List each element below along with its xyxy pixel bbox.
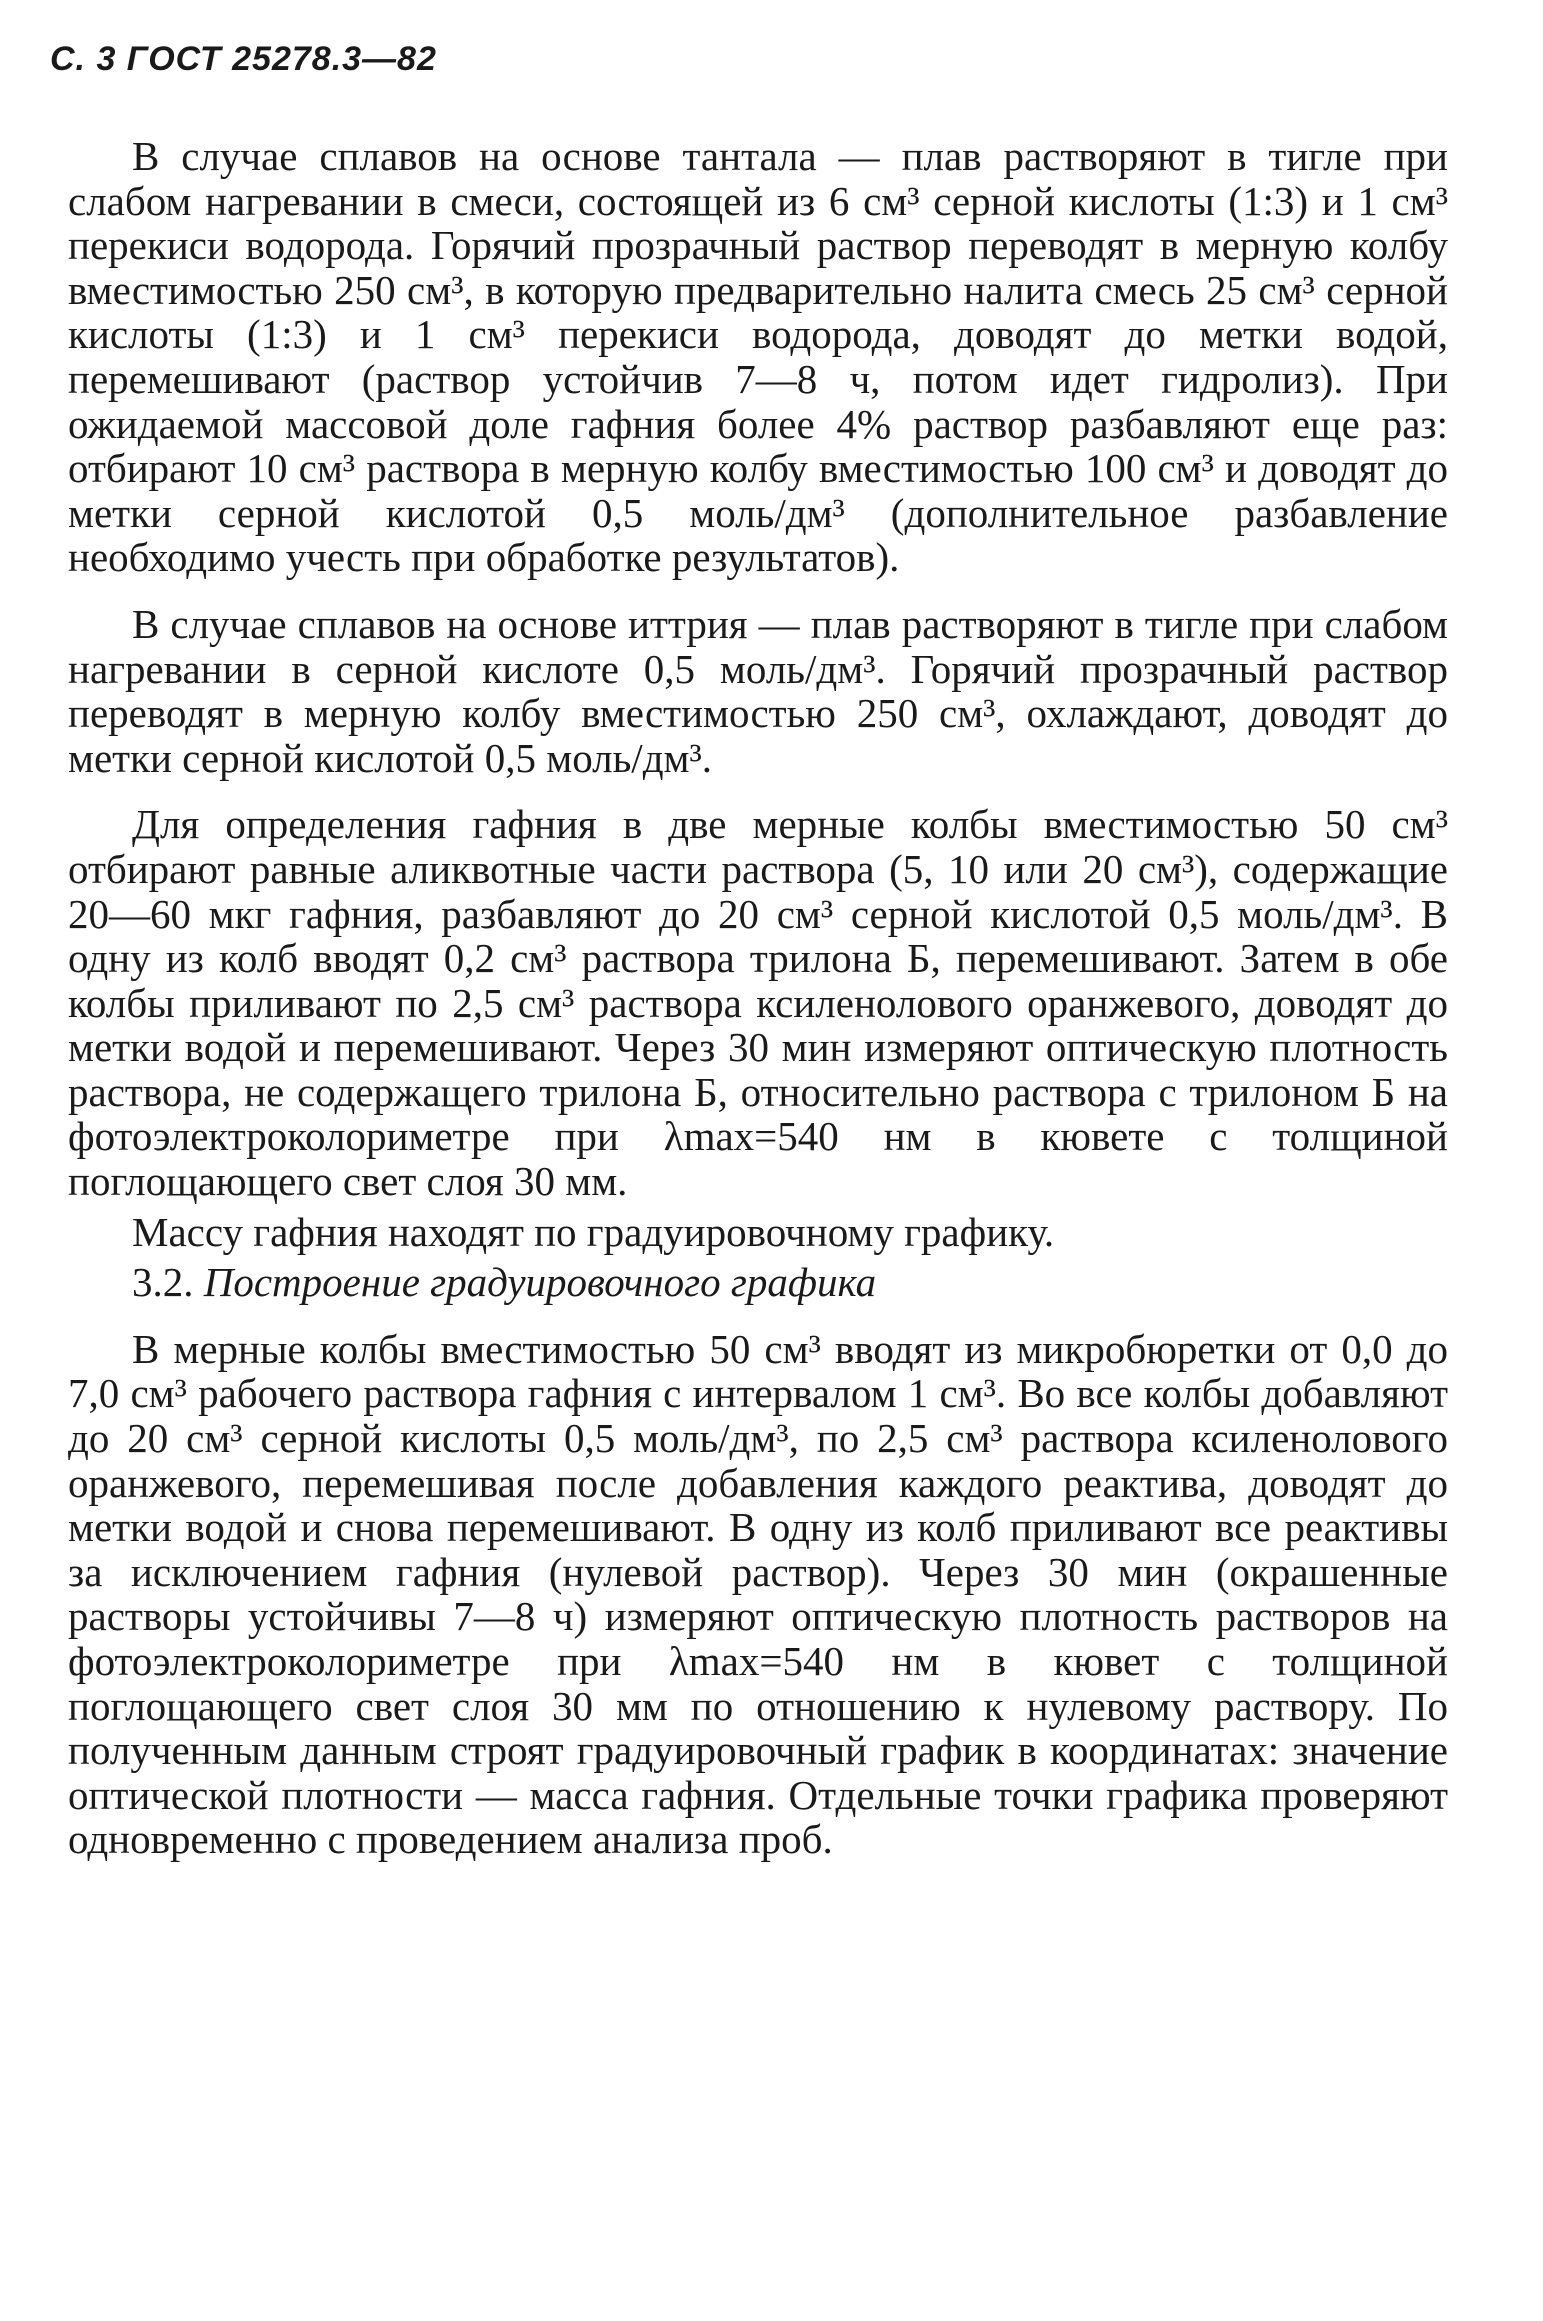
page-header: С. 3 ГОСТ 25278.3—82 [50,40,437,78]
paragraph-determination: Для определения гафния в две мерные колбы вместимостью 50 см³ отбирают равные аликвотные части раствора (5, 10 или 20 см³), содержащие 20—60 мкг гафния, разбавляют до 20 см³ серной кислотой 0,5 моль/дм³. В одну из колб вводят 0,2 см³ раствора трилона Б, перемешивают. Затем в обе колбы приливают по 2,5 см³ раствора ксиленолового оранжевого, доводят до метки водой и перемешивают. Через 30 мин измеряют оптическую плотность раствора, не содержащего трилона Б, относительно раствора с трилоном Б на фотоэлектроколориметре при λmax=540 нм в кювете с толщиной поглощающего свет слоя 30 мм. [68,801,1448,1205]
section-heading [68,1260,1448,1305]
paragraph-calibration: В мерные колбы вместимостью 50 см³ вводят из микробюретки от 0,0 до 7,0 см³ рабочего раствора гафния с интервалом 1 см³. Во все колбы добавляют до 20 см³ серной кислоты 0,5 моль/дм³, по 2,5 см³ раствора ксиленолового оранжевого, перемешивая после добавления каждого реактива, доводят до метки водой и снова перемешивают. В одну из колб приливают все реактивы за исключением гафния (нулевой раствор). Через 30 мин (окрашенные растворы устойчивы 7—8 ч) измеряют оптическую плотность растворов на фотоэлектроколориметре при λmax=540 нм в кювет с толщиной поглощающего свет слоя 30 мм по отношению к нулевому раствору. По полученным данным строят градуировочный график в координатах: значение оптической плотности — масса гафния. Отдельные точки графика проверяют одновременно с проведением анализа проб. [68,1325,1448,1863]
paragraph-yttrium: В случае сплавов на основе иттрия — плав растворяют в тигле при слабом нагревании в серной кислоте 0,5 моль/дм³. Горячий прозрачный раствор переводят в мерную колбу вместимостью 250 см³, охлаждают, доводят до метки серной кислотой 0,5 моль/дм³. [68,600,1448,781]
body-text [68,134,1448,1862]
section-number: 3.2. [132,1259,194,1306]
paragraph-mass: Массу гафния находят по градуировочному графику. [132,1208,1055,1255]
section-title: Построение градуировочного графика [203,1259,877,1306]
paragraph-tantalum: В случае сплавов на основе тантала — плав растворяют в тигле при слабом нагревании в смеси, состоящей из 6 см³ серной кислоты (1:3) и 1 см³ перекиси водорода. Горячий прозрачный раствор переводят в мерную колбу вместимостью 250 см³, в которую предварительно налита смесь 25 см³ серной кислоты (1:3) и 1 см³ перекиси водорода, доводят до метки водой, перемешивают (раствор устойчив 7—8 ч, потом идет гидролиз). При ожидаемой массовой доле гафния более 4% раствор разбавляют еще раз: отбирают 10 см³ раствора в мерную колбу вместимостью 100 см³ и доводят до метки серной кислотой 0,5 моль/дм³ (дополнительное разбавление необходимо учесть при обработке результатов). [68,133,1448,581]
